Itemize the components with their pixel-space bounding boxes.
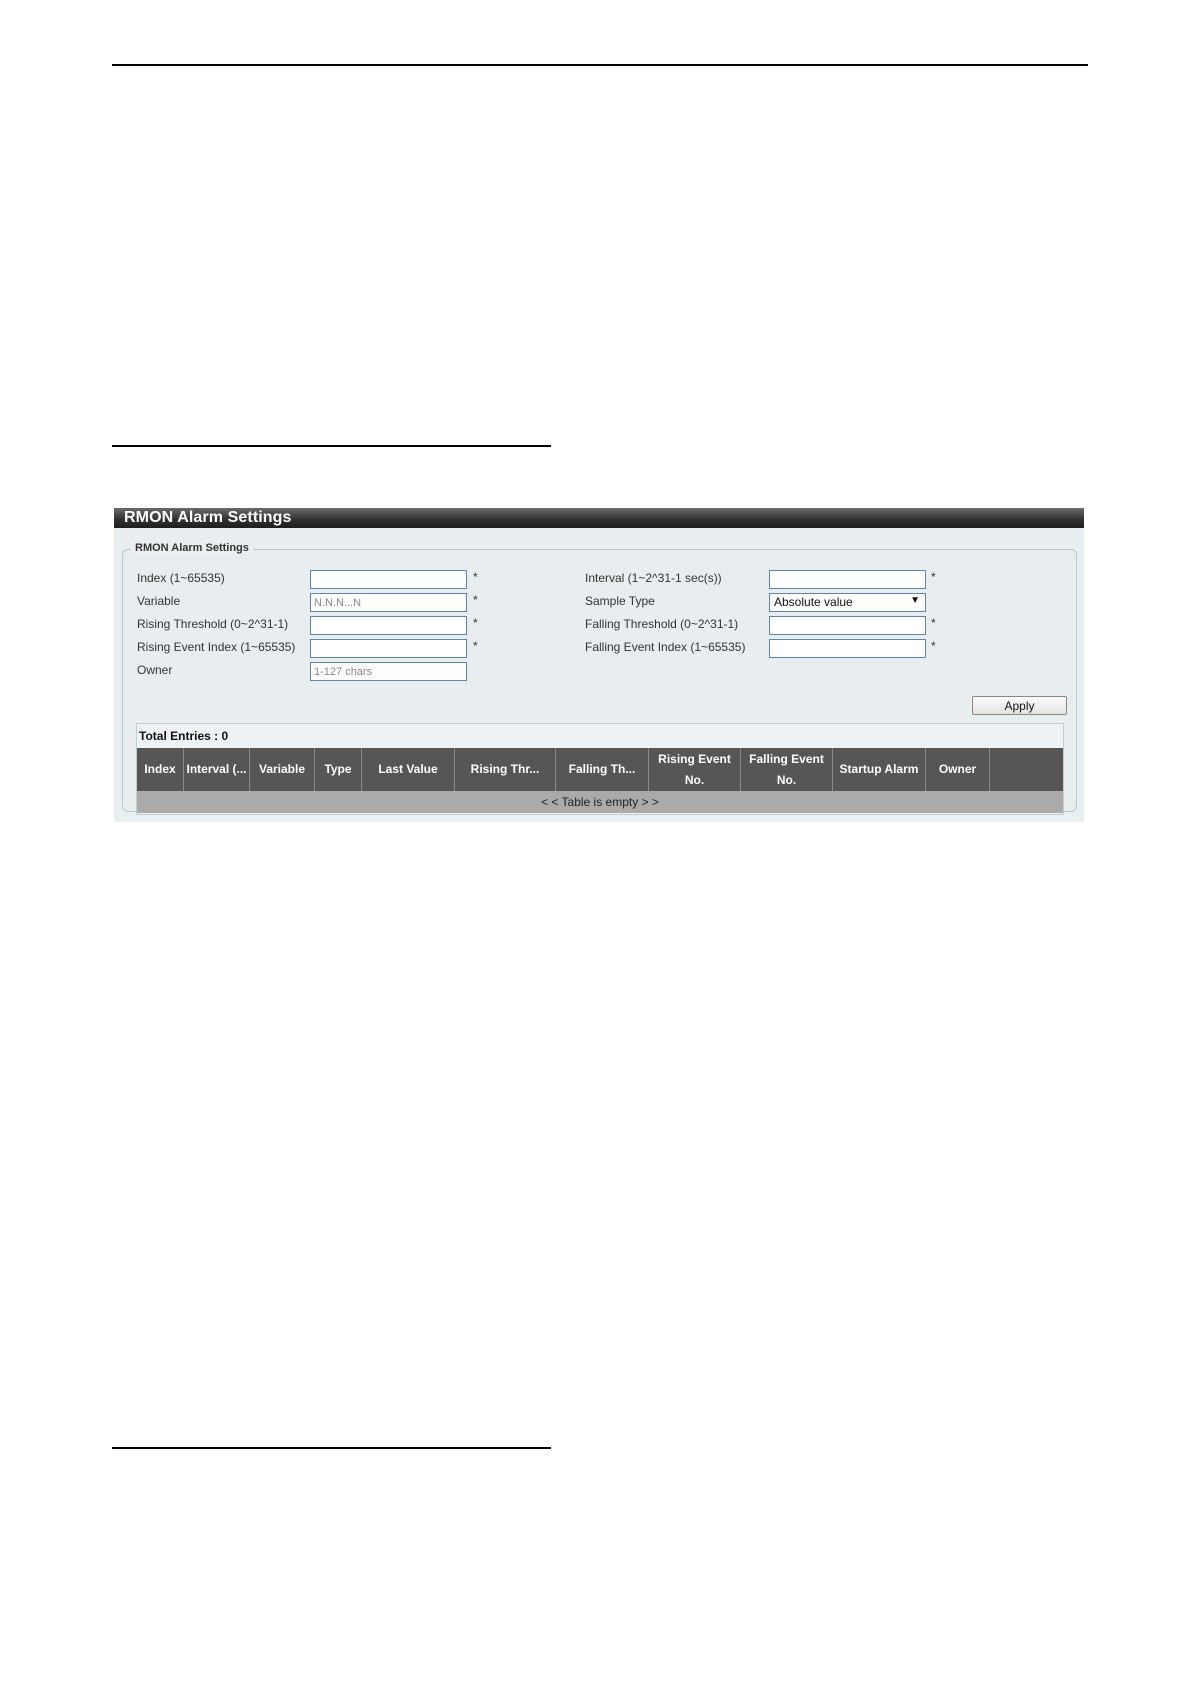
variable-input[interactable] xyxy=(310,593,467,612)
column-header-interval[interactable]: Interval (... xyxy=(184,748,250,791)
panel-title: RMON Alarm Settings xyxy=(114,508,1084,528)
required-mark: * xyxy=(931,639,936,653)
alarm-table xyxy=(136,723,1064,815)
column-header-type[interactable]: Type xyxy=(315,748,362,791)
column-header-variable[interactable]: Variable xyxy=(250,748,315,791)
fieldset-legend: RMON Alarm Settings xyxy=(131,542,253,554)
sample-type-label: Sample Type xyxy=(585,594,655,608)
variable-label: Variable xyxy=(137,594,181,608)
page-header-rule xyxy=(112,64,1088,66)
total-entries: Total Entries : 0 xyxy=(139,729,229,743)
rising-threshold-label: Rising Threshold (0~2^31-1) xyxy=(137,617,289,631)
required-mark: * xyxy=(473,593,478,607)
dropdown-arrow-icon: ▼ xyxy=(910,595,920,606)
table-empty-row: < < Table is empty > > xyxy=(137,791,1063,813)
rmon-alarm-fieldset xyxy=(122,542,1077,812)
column-header-index[interactable]: Index xyxy=(137,748,184,791)
column-header-owner[interactable]: Owner xyxy=(926,748,990,791)
apply-button[interactable]: Apply xyxy=(972,696,1067,715)
column-header-falling-threshold[interactable]: Falling Th... xyxy=(556,748,649,791)
rising-event-index-label: Rising Event Index (1~65535) xyxy=(137,640,296,654)
falling-event-index-label: Falling Event Index (1~65535) xyxy=(585,640,746,654)
rising-event-index-input[interactable] xyxy=(310,639,467,658)
owner-label: Owner xyxy=(137,663,173,677)
column-header-last-value[interactable]: Last Value xyxy=(362,748,455,791)
column-header-rising-threshold[interactable]: Rising Thr... xyxy=(455,748,556,791)
column-header-rising-event-no[interactable]: Rising Event No. xyxy=(649,748,741,791)
required-mark: * xyxy=(931,570,936,584)
required-mark: * xyxy=(473,616,478,630)
falling-event-index-input[interactable] xyxy=(769,639,926,658)
section-rule xyxy=(112,1447,551,1449)
required-mark: * xyxy=(931,616,936,630)
index-label: Index (1~65535) xyxy=(137,571,225,585)
column-header-actions xyxy=(990,748,1063,791)
table-header-row xyxy=(137,748,1063,791)
interval-input[interactable] xyxy=(769,570,926,589)
section-rule xyxy=(112,445,551,447)
required-mark: * xyxy=(473,570,478,584)
rising-threshold-input[interactable] xyxy=(310,616,467,635)
required-mark: * xyxy=(473,639,478,653)
column-header-startup-alarm[interactable]: Startup Alarm xyxy=(833,748,926,791)
falling-threshold-input[interactable] xyxy=(769,616,926,635)
interval-label: Interval (1~2^31-1 sec(s)) xyxy=(585,571,722,585)
sample-type-select[interactable] xyxy=(769,593,926,612)
sample-type-value: Absolute value xyxy=(774,595,853,609)
owner-input[interactable] xyxy=(310,662,467,681)
rmon-alarm-settings-screenshot xyxy=(114,508,1084,822)
column-header-falling-event-no[interactable]: Falling Event No. xyxy=(741,748,833,791)
falling-threshold-label: Falling Threshold (0~2^31-1) xyxy=(585,617,739,631)
index-input[interactable] xyxy=(310,570,467,589)
